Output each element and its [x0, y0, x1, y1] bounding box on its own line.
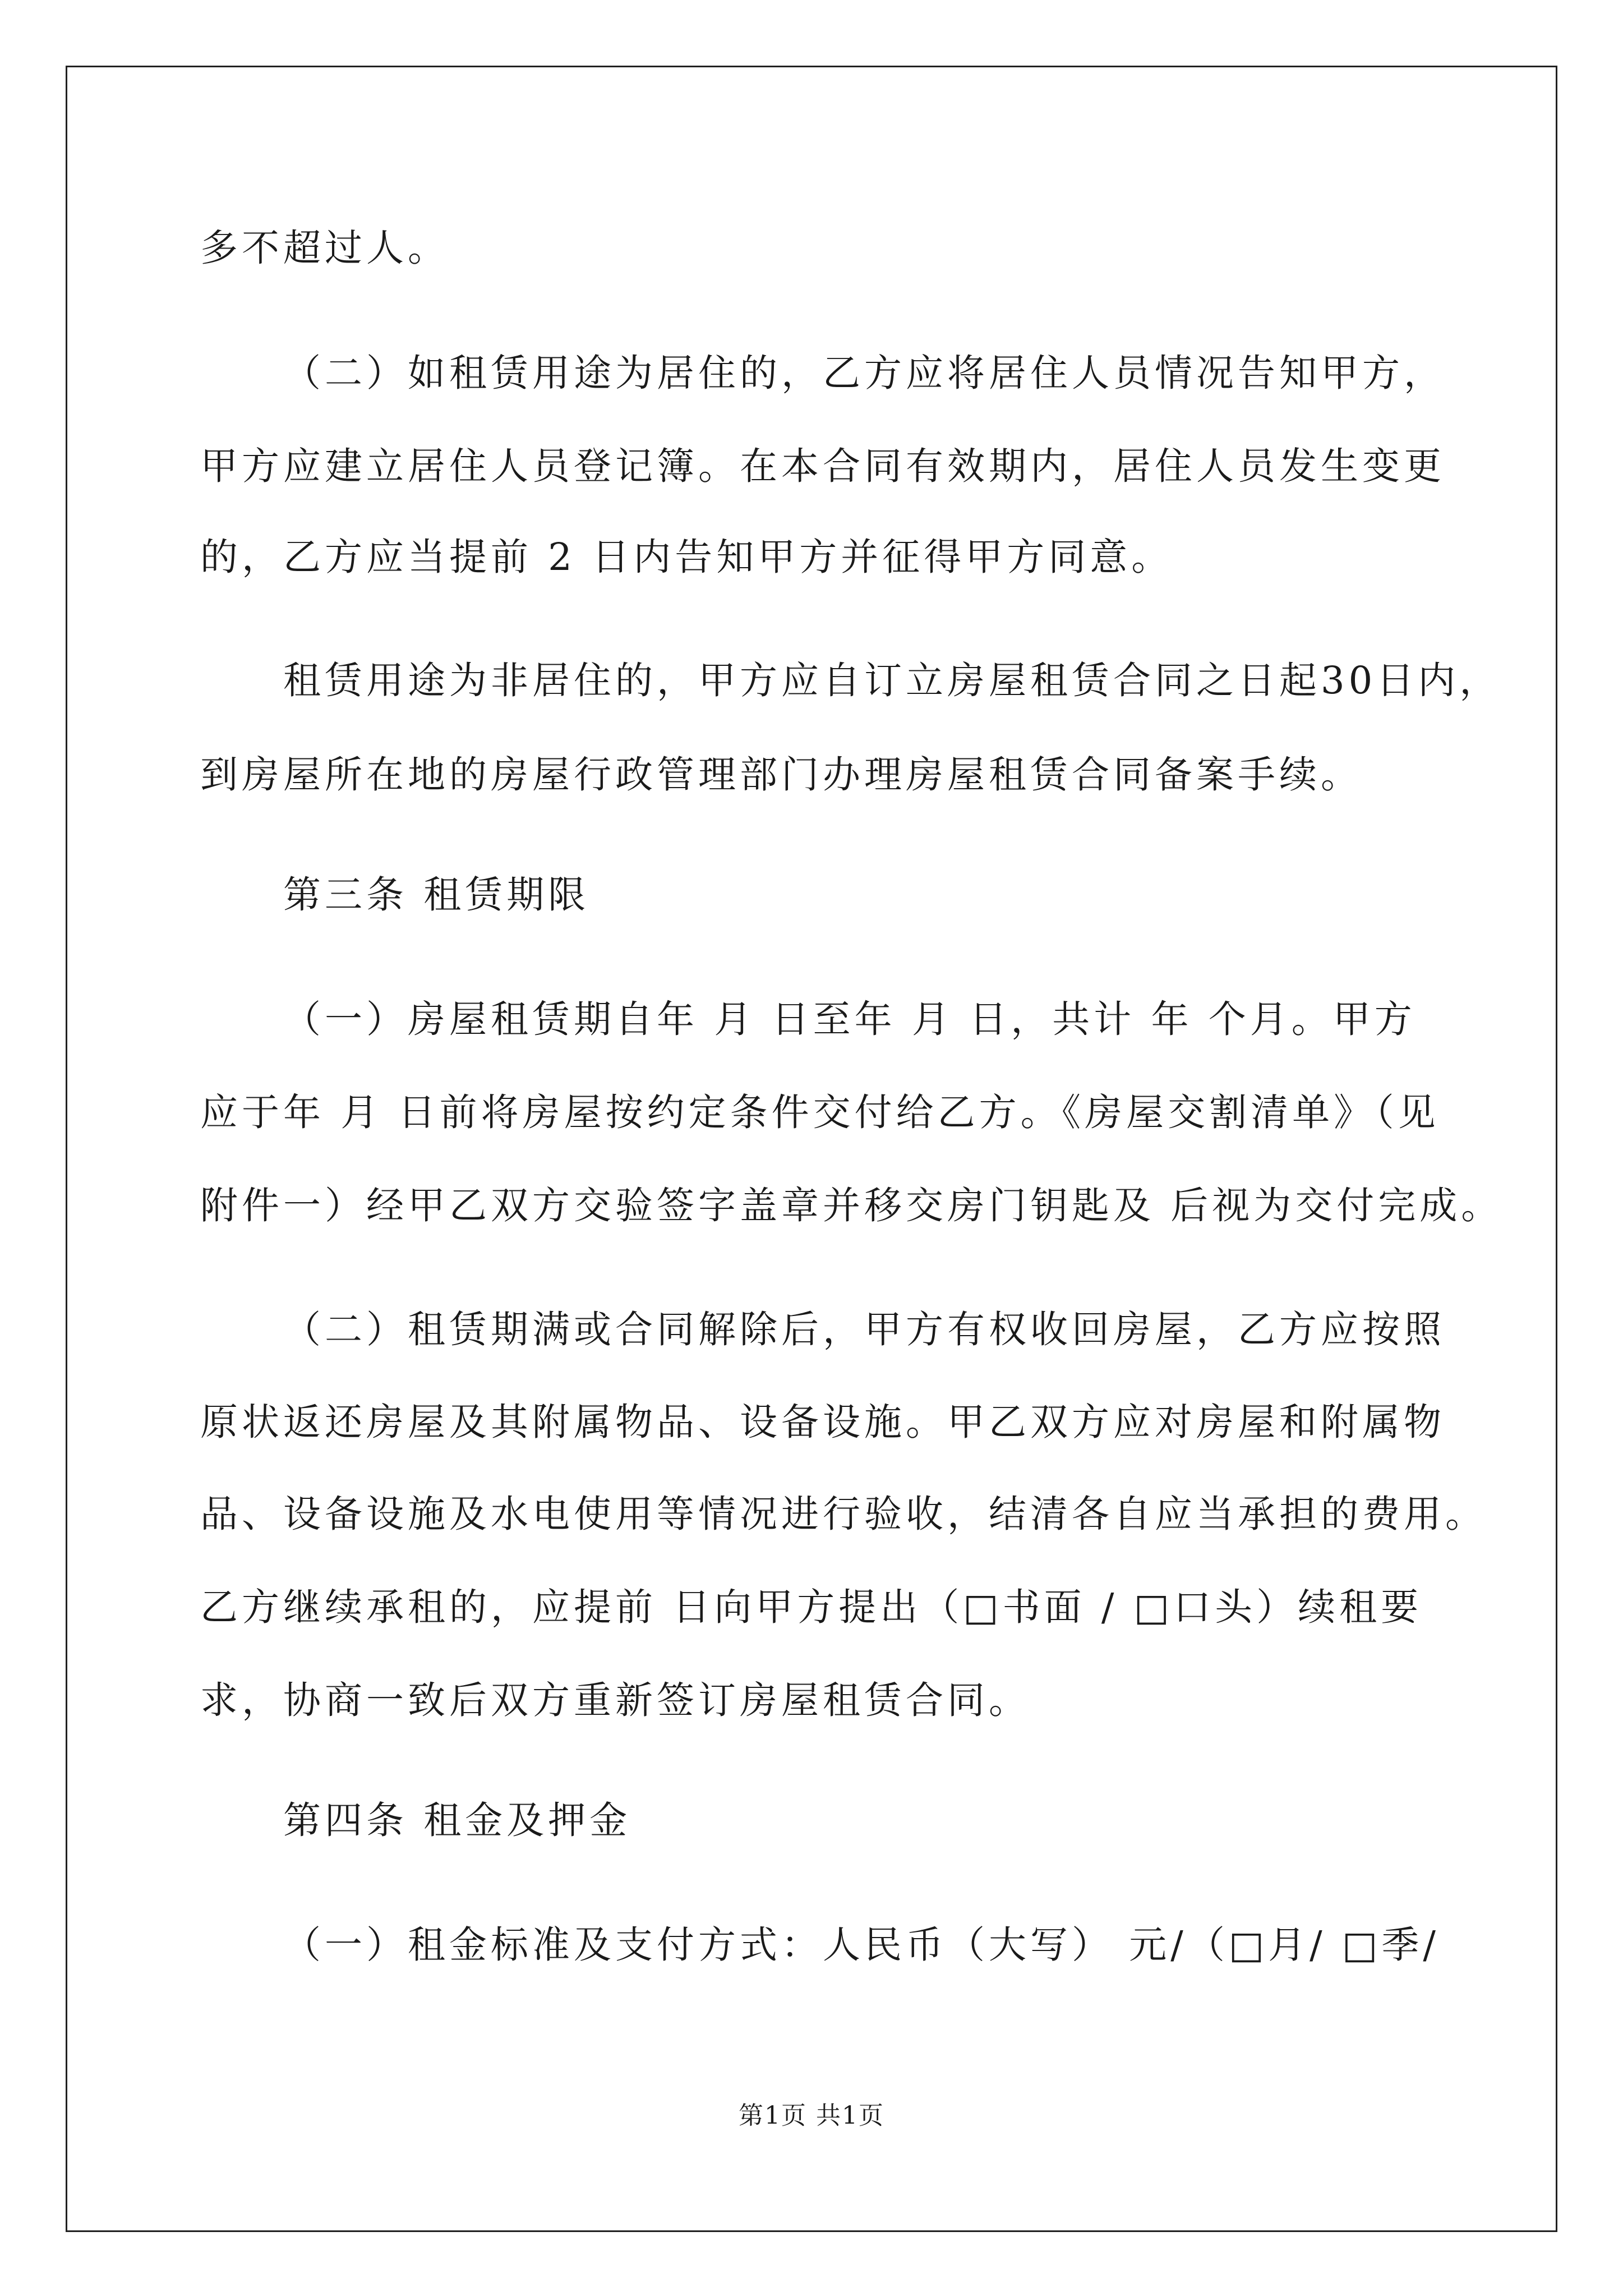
text-line: 求，协商一致后双方重新签订房屋租赁合同。 [200, 1678, 1030, 1722]
text-line: （二）如租赁用途为居住的，乙方应将居住人员情况告知甲方， [283, 351, 1445, 395]
text-line: （二）租赁期满或合同解除后，甲方有权收回房屋，乙方应按照 [283, 1308, 1445, 1351]
text-line: 乙方继续承租的，应提前 日向甲方提出（□书面 / □口头）续租要 [200, 1585, 1423, 1629]
section-heading: 第四条 租金及押金 [283, 1798, 631, 1842]
text-line: （一）租金标准及支付方式：人民币（大写） 元/（□月/ □季/ [283, 1923, 1440, 1967]
text-line: （一）房屋租赁期自年 月 日至年 月 日，共计 年 个月。甲方 [283, 997, 1416, 1041]
text-line: 甲方应建立居住人员登记簿。在本合同有效期内，居住人员发生变更 [200, 444, 1445, 488]
text-line: 租赁用途为非居住的，甲方应自订立房屋租赁合同之日起30日内， [283, 659, 1501, 702]
text-line: 的，乙方应当提前 2 日内告知甲方并征得甲方同意。 [200, 535, 1173, 579]
text-line: 品、设备设施及水电使用等情况进行验收，结清各自应当承担的费用。 [200, 1492, 1487, 1536]
text-line: 到房屋所在地的房屋行政管理部门办理房屋租赁合同备案手续。 [200, 753, 1362, 797]
page-number-footer: 第1页 共1页 [739, 2101, 884, 2130]
text-line: 原状返还房屋及其附属物品、设备设施。甲乙双方应对房屋和附属物 [200, 1400, 1445, 1444]
section-heading: 第三条 租赁期限 [283, 873, 590, 917]
text-line: 应于年 月 日前将房屋按约定条件交付给乙方。《房屋交割清单》（见 [200, 1091, 1440, 1134]
text-line: 多不超过人。 [200, 226, 449, 270]
text-line: 附件一）经甲乙双方交验签字盖章并移交房门钥匙及 后视为交付完成。 [200, 1184, 1503, 1227]
